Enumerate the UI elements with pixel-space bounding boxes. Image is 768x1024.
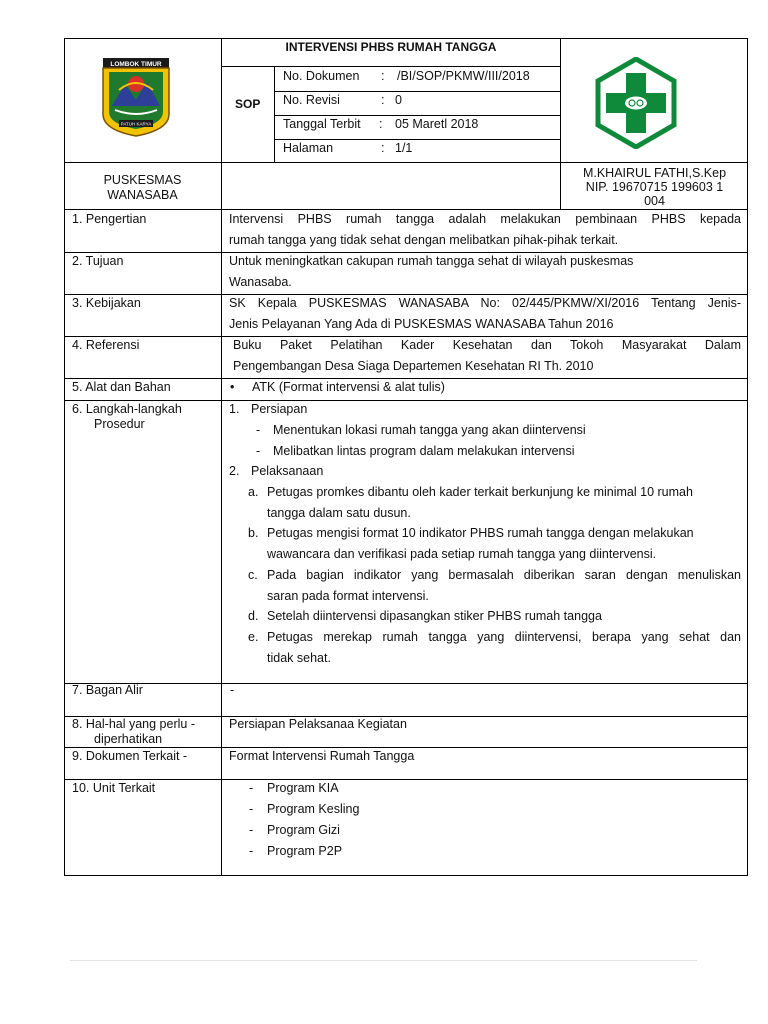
lombok-timur-logo: [97, 54, 175, 138]
list-item-text: Melibatkan lintas program dalam melakukan intervensi: [273, 444, 575, 458]
step-letter: a.: [248, 485, 259, 499]
page-divider: [70, 960, 697, 961]
meta-label: Halaman: [283, 141, 334, 155]
org-name-line2: WANASABA: [107, 188, 178, 202]
svg-text:PATUH KARYA: PATUH KARYA: [120, 121, 152, 127]
meta-colon: :: [379, 117, 383, 131]
dokumen-text: Format Intervensi Rumah Tangga: [229, 749, 415, 763]
meta-label: No. Revisi: [283, 93, 340, 107]
signer-nip: NIP. 19670715 199603 1: [585, 180, 724, 194]
referensi-text: Buku Paket Pelatihan Kader Kesehatan dan Tokoh Masyarakat Dalam: [233, 338, 741, 352]
unit-item-text: Program Gizi: [267, 823, 340, 837]
hal-text: Persiapan Pelaksanaa Kegiatan: [229, 717, 407, 731]
persiapan-heading: Persiapan: [251, 402, 308, 416]
row-label-alat: 5. Alat dan Bahan: [72, 380, 171, 394]
row-label-unit: 10. Unit Terkait: [72, 781, 156, 795]
step-text-cont: saran pada format intervensi.: [267, 589, 429, 603]
step-letter: e.: [248, 630, 259, 644]
row-label-referensi: 4. Referensi: [72, 338, 140, 352]
pelaksanaan-heading: Pelaksanaan: [251, 464, 324, 478]
meta-colon: :: [381, 69, 385, 83]
unit-item-text: Program KIA: [267, 781, 339, 795]
bullet-icon: •: [230, 380, 235, 394]
pengertian-text: Intervensi PHBS rumah tangga adalah melakukan pembinaan PHBS kepada: [229, 212, 741, 226]
step-text-cont: tangga dalam satu dusun.: [267, 506, 411, 520]
dash-marker: -: [249, 844, 254, 858]
meta-value: 1/1: [395, 141, 413, 155]
bagan-text: -: [230, 683, 235, 697]
svg-text:LOMBOK TIMUR: LOMBOK TIMUR: [110, 61, 162, 68]
row-label-langkah: 6. Langkah-langkah: [72, 402, 182, 416]
dash-marker: -: [249, 781, 254, 795]
dash-marker: -: [256, 423, 261, 437]
dash-marker: -: [256, 444, 261, 458]
dash-marker: -: [249, 802, 254, 816]
tujuan-text: Untuk meningkatkan cakupan rumah tangga sehat di wilayah puskesmas: [229, 254, 634, 268]
step-text: Pada bagian indikator yang bermasalah diberikan saran dengan menuliskan: [267, 568, 741, 582]
meta-label: No. Dokumen: [283, 69, 360, 83]
tujuan-text-cont: Wanasaba.: [229, 275, 292, 289]
sop-label: SOP: [235, 97, 261, 111]
step-text: Setelah diintervensi dipasangkan stiker PHBS rumah tangga: [267, 609, 602, 623]
kebijakan-text-cont: Jenis Pelayanan Yang Ada di PUSKESMAS WANASABA Tahun 2016: [229, 317, 614, 331]
row-label-kebijakan: 3. Kebijakan: [72, 296, 141, 310]
row-label-dokumen: 9. Dokumen Terkait -: [72, 749, 188, 763]
kebijakan-text: SK Kepala PUSKESMAS WANASABA No: 02/445/PKMW/XI/2016 Tentang Jenis-: [229, 296, 741, 310]
step-text-cont: wawancara dan verifikasi pada setiap rumah tangga yang diintervensi.: [267, 547, 657, 561]
list-item-text: Menentukan lokasi rumah tangga yang akan diintervensi: [273, 423, 586, 437]
step-text: Petugas mengisi format 10 indikator PHBS rumah tangga dengan melakukan: [267, 526, 694, 540]
pelaksanaan-number: 2.: [229, 464, 240, 478]
step-letter: d.: [248, 609, 259, 623]
row-label-hal-cont: diperhatikan: [94, 732, 163, 746]
step-letter: b.: [248, 526, 259, 540]
meta-value: 05 Maretl 2018: [395, 117, 479, 131]
persiapan-number: 1.: [229, 402, 240, 416]
pengertian-text-cont: rumah tangga yang tidak sehat dengan melibatkan pihak-pihak terkait.: [229, 233, 619, 247]
row-label-langkah-cont: Prosedur: [94, 417, 145, 431]
unit-item-text: Program Kesling: [267, 802, 360, 816]
meta-value: 0: [395, 93, 402, 107]
row-label-hal: 8. Hal-hal yang perlu -: [72, 717, 195, 731]
meta-label: Tanggal Terbit: [283, 117, 361, 131]
meta-value: /BI/SOP/PKMW/III/2018: [397, 69, 530, 83]
row-label-bagan: 7. Bagan Alir: [72, 683, 143, 697]
signer-nip-cont: 004: [644, 194, 665, 208]
step-text: Petugas merekap rumah tangga yang diintervensi, berapa yang sehat dan: [267, 630, 741, 644]
unit-item-text: Program P2P: [267, 844, 343, 858]
puskesmas-logo: [590, 57, 682, 149]
step-text-cont: tidak sehat.: [267, 651, 331, 665]
signer-name: M.KHAIRUL FATHI,S.Kep: [582, 166, 727, 180]
meta-colon: :: [381, 141, 385, 155]
row-label-pengertian: 1. Pengertian: [72, 212, 147, 226]
dash-marker: -: [249, 823, 254, 837]
org-name-line1: PUSKESMAS: [103, 173, 182, 187]
meta-colon: :: [381, 93, 385, 107]
step-text: Petugas promkes dibantu oleh kader terkait berkunjung ke minimal 10 rumah: [267, 485, 693, 499]
row-label-tujuan: 2. Tujuan: [72, 254, 124, 268]
document-title: INTERVENSI PHBS RUMAH TANGGA: [285, 40, 497, 54]
referensi-text-cont: Pengembangan Desa Siaga Departemen Kesehatan RI Th. 2010: [233, 359, 594, 373]
alat-text: ATK (Format intervensi & alat tulis): [252, 380, 445, 394]
step-letter: c.: [248, 568, 258, 582]
